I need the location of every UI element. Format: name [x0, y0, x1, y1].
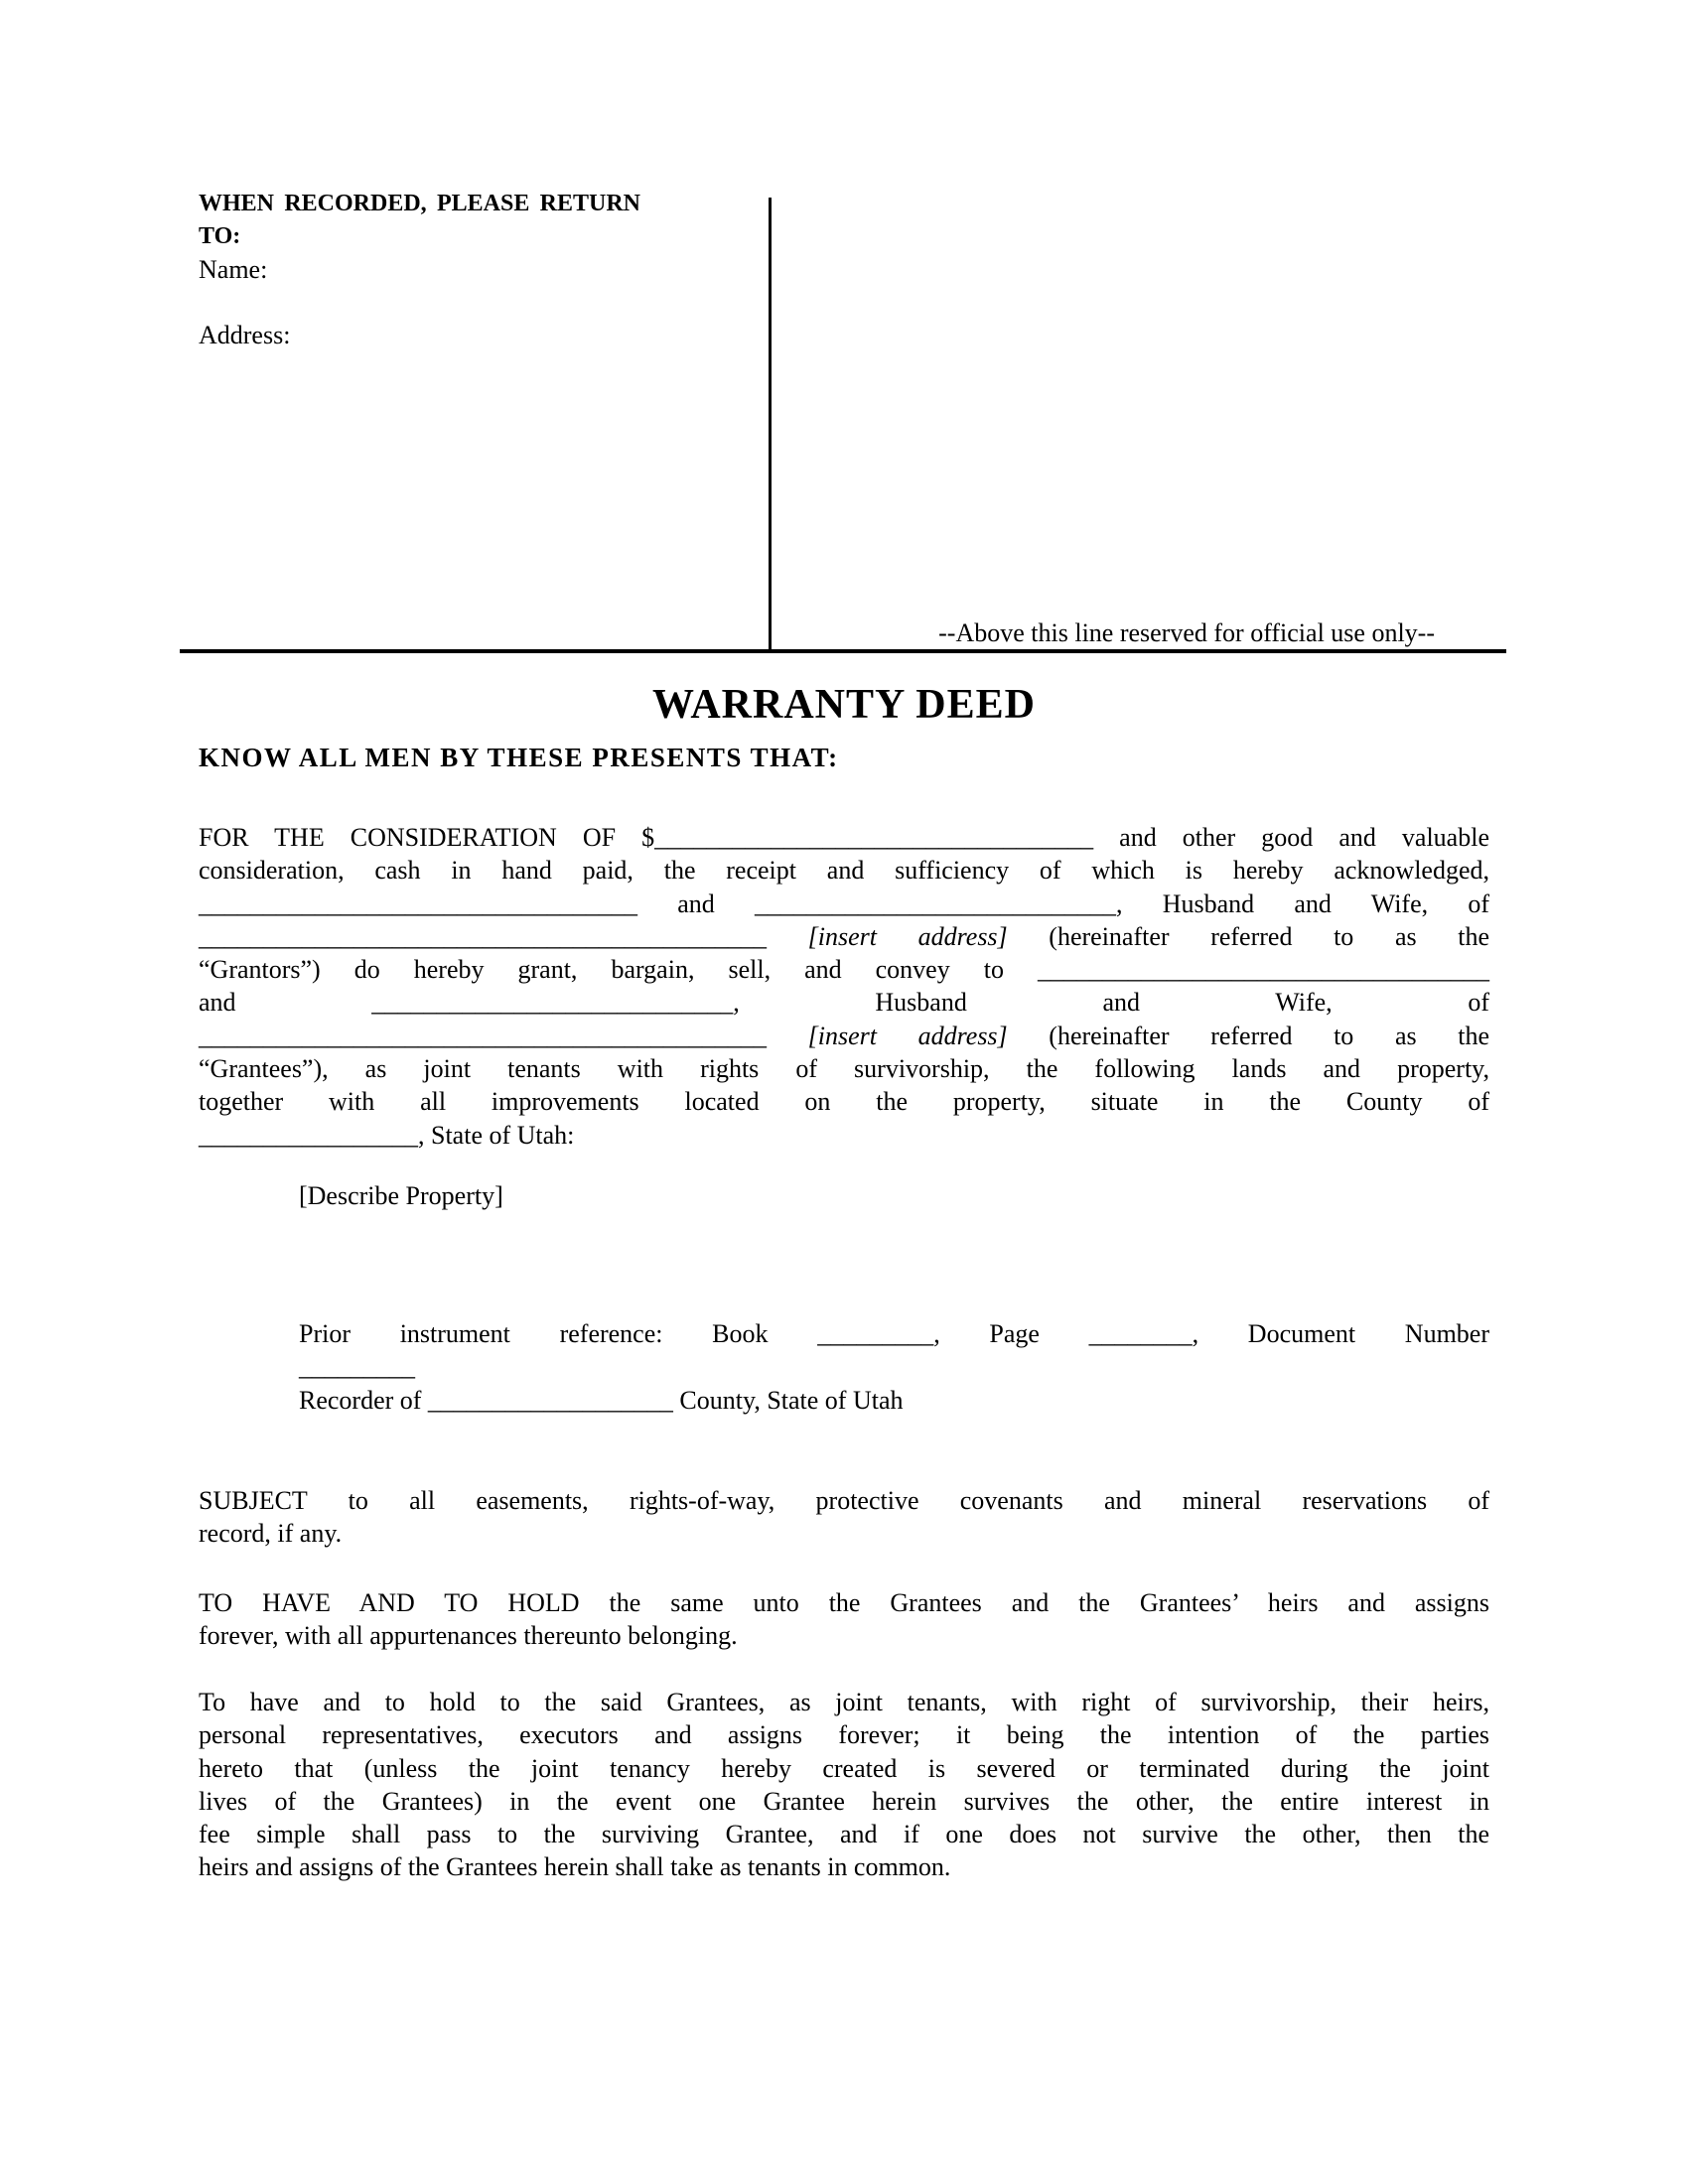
return-address-block	[199, 188, 640, 351]
insert-address-placeholder: [insert address]	[807, 921, 1008, 951]
consideration-line-9: together with all improvements located on the property, situate in the County of	[199, 1087, 1489, 1117]
subject-line-2: record, if any.	[199, 1519, 343, 1549]
grantee-address-blank: ____________________________________________	[199, 1021, 808, 1050]
subject-paragraph	[199, 1484, 1489, 1551]
joint-tenancy-line-3: hereto that (unless the joint tenancy hereby created is severed or terminated during the joint	[199, 1753, 1489, 1783]
consideration-line-4	[199, 920, 1489, 953]
consideration-line-2: consideration, cash in hand paid, the receipt and sufficiency of which is hereby acknowledged,	[199, 856, 1489, 886]
consideration-line-7	[199, 1020, 1489, 1052]
consideration-line-6: and ____________________________, Husband and Wife, of	[199, 988, 1489, 1018]
official-use-note: --Above this line reserved for official use only--	[938, 618, 1435, 647]
habendum-line-1: TO HAVE AND TO HOLD the same unto the Grantees and the Grantees’ heirs and assigns	[199, 1588, 1489, 1617]
document-number-blank: _________	[299, 1352, 415, 1382]
consideration-line-8: “Grantees”), as joint tenants with rights of survivorship, the following lands and property,	[199, 1054, 1489, 1084]
prior-instrument-line-1: Prior instrument reference: Book _________, Page ________, Document Number	[299, 1319, 1489, 1348]
joint-tenancy-line-6: heirs and assigns of the Grantees herein shall take as tenants in common.	[199, 1852, 951, 1882]
prior-instrument-block	[299, 1317, 1489, 1417]
consideration-line-3: __________________________________ and ____________________________, Husband and Wife, of	[199, 888, 1489, 918]
subject-line-1: SUBJECT to all easements, rights-of-way, protective covenants and mineral reservations of	[199, 1486, 1489, 1515]
insert-address-placeholder: [insert address]	[807, 1021, 1008, 1050]
return-to-line-2: TO:	[199, 223, 241, 249]
joint-tenancy-line-2: personal representatives, executors and assigns forever; it being the intention of the parties	[199, 1720, 1489, 1750]
consideration-line-5: “Grantors”) do hereby grant, bargain, sell, and convey to ___________________________________	[199, 955, 1489, 985]
consideration-line-4-text: (hereinafter referred to as the	[1007, 921, 1490, 951]
joint-tenancy-line-1: To have and to hold to the said Grantees, as joint tenants, with right of survivorship, their heirs,	[199, 1688, 1489, 1716]
consideration-paragraph	[199, 821, 1489, 1152]
blank-line	[199, 286, 640, 319]
joint-tenancy-paragraph	[199, 1686, 1489, 1884]
page-title: WARRANTY DEED	[652, 682, 1036, 728]
joint-tenancy-line-5: fee simple shall pass to the surviving Grantee, and if one does not survive the other, then the	[199, 1820, 1489, 1849]
official-use-horizontal-rule	[180, 649, 1506, 653]
grantor-address-blank: ____________________________________________	[199, 921, 808, 951]
describe-property-placeholder: [Describe Property]	[299, 1181, 503, 1210]
name-label: Name:	[199, 255, 268, 284]
return-to-line-1: WHEN RECORDED, PLEASE RETURN	[199, 191, 640, 216]
habendum-line-2: forever, with all appurtenances thereunto belonging.	[199, 1621, 738, 1651]
habendum-paragraph	[199, 1586, 1489, 1653]
address-label: Address:	[199, 321, 291, 349]
consideration-line-7-text: (hereinafter referred to as the	[1007, 1021, 1490, 1050]
joint-tenancy-line-4: lives of the Grantees) in the event one Grantee herein survives the other, the entire interest in	[199, 1786, 1489, 1816]
official-use-vertical-divider	[769, 198, 772, 653]
recorder-line: Recorder of ___________________ County, State of Utah	[299, 1385, 904, 1415]
consideration-line-10: _________________, State of Utah:	[199, 1120, 575, 1150]
consideration-line-1: FOR THE CONSIDERATION OF $__________________________________ and other good and valuable	[199, 823, 1489, 852]
opening-clause: KNOW ALL MEN BY THESE PRESENTS THAT:	[199, 743, 839, 772]
